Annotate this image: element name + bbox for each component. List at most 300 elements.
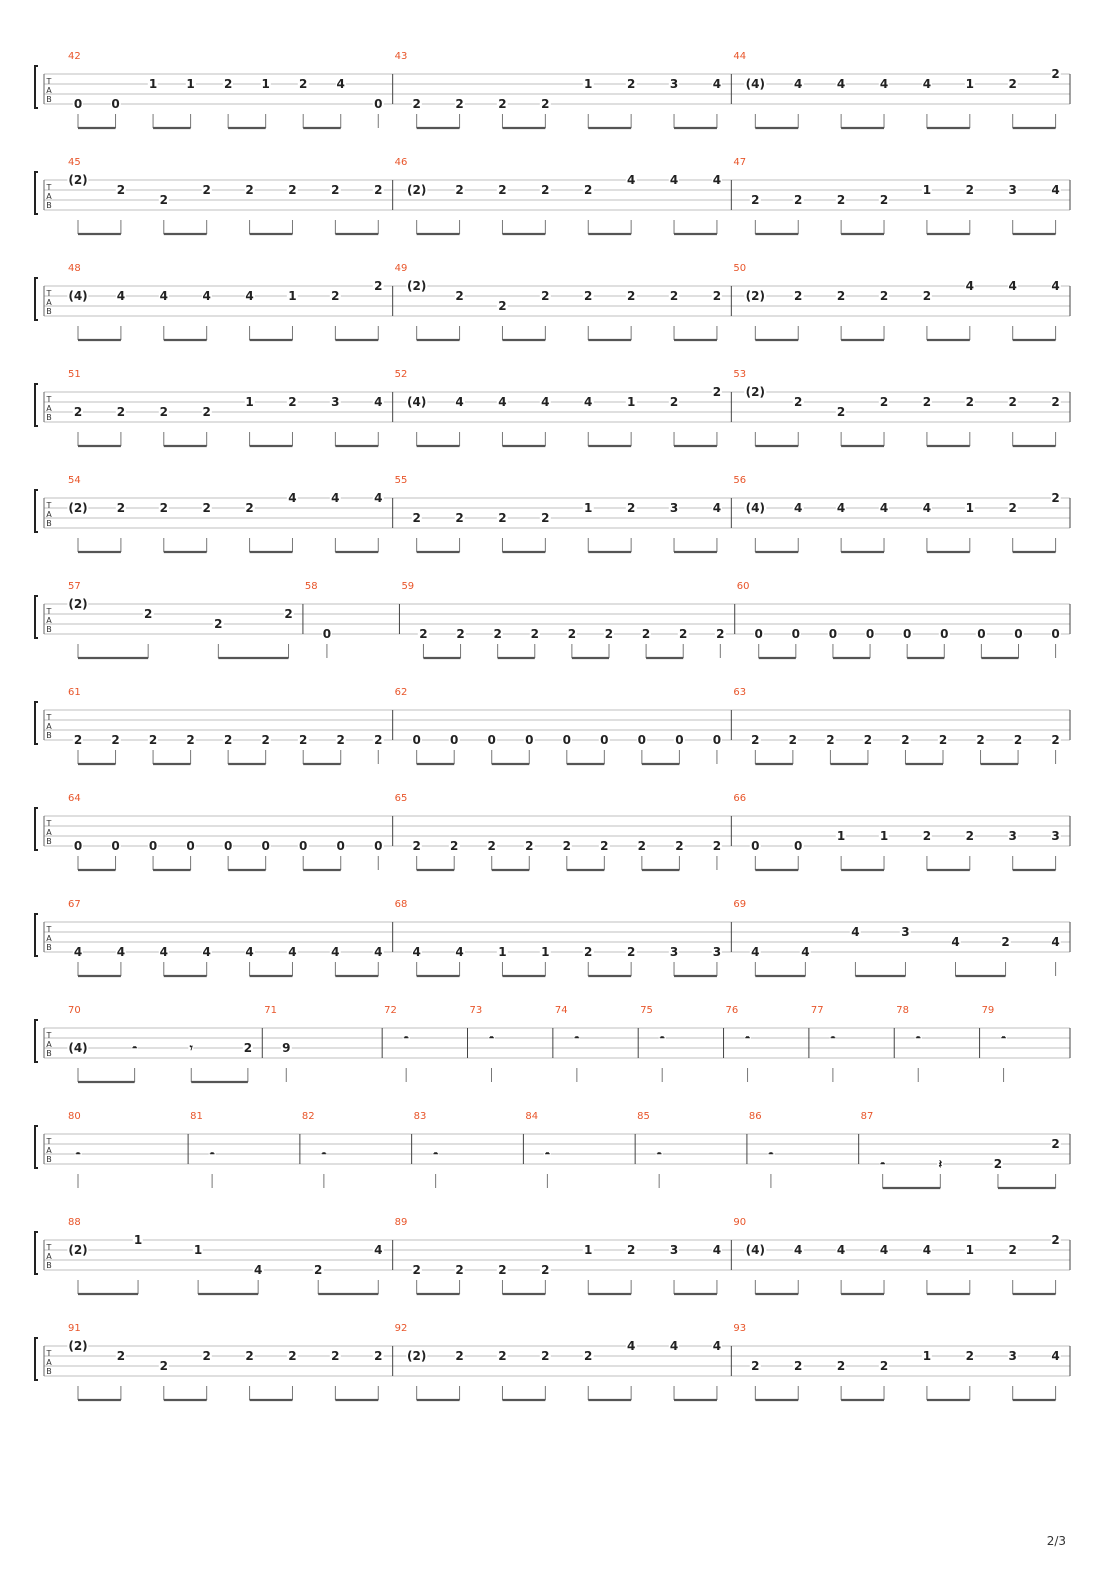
rest-symbol: 𝄼 — [659, 1031, 665, 1045]
fret-number: 1 — [965, 1243, 974, 1257]
fret-number: 2 — [836, 405, 846, 419]
tab-clef-letter: A — [46, 1146, 52, 1155]
tab-clef-letter: T — [46, 395, 52, 404]
rest-symbol: 𝄼 — [1001, 1031, 1006, 1045]
fret-number: 2 — [879, 289, 889, 303]
tab-system — [0, 582, 1110, 688]
fret-number: 2 — [374, 1349, 383, 1363]
fret-number: 3 — [1051, 829, 1060, 843]
fret-number: 4 — [159, 289, 168, 303]
fret-number: 0 — [902, 627, 912, 641]
measure-number: 59 — [401, 581, 415, 592]
tab-system — [0, 1006, 1110, 1112]
fret-number: 4 — [626, 1339, 636, 1353]
fret-number: 2 — [584, 1349, 593, 1363]
fret-number: 3 — [669, 77, 679, 91]
fret-number: 2 — [498, 1263, 507, 1277]
fret-number: 2 — [1013, 733, 1023, 747]
measure-number: 80 — [68, 1111, 81, 1122]
measure-number: 91 — [68, 1323, 81, 1334]
fret-number: (2) — [68, 597, 88, 611]
fret-number: 2 — [525, 839, 534, 853]
measure-number: 67 — [68, 899, 81, 910]
fret-number: 2 — [922, 829, 932, 843]
fret-number: 4 — [1008, 279, 1017, 293]
fret-number: 4 — [712, 77, 722, 91]
fret-number: 2 — [993, 1157, 1003, 1171]
tab-clef-letter: A — [46, 722, 52, 731]
fret-number: 2 — [965, 829, 974, 843]
fret-number: (2) — [406, 279, 427, 293]
fret-number: 2 — [669, 395, 679, 409]
measure-number: 78 — [896, 1005, 909, 1016]
fret-number: 2 — [73, 405, 83, 419]
fret-number: 0 — [374, 97, 383, 111]
rest-symbol: 𝄼 — [574, 1031, 580, 1045]
fret-number: (2) — [68, 173, 88, 187]
system-bracket — [35, 1020, 38, 1062]
measure-number: 43 — [394, 51, 408, 62]
fret-number: 4 — [712, 1243, 722, 1257]
fret-number: 2 — [626, 501, 636, 515]
tab-clef-letter: B — [46, 1155, 52, 1164]
tab-clef-letter: T — [46, 1243, 52, 1252]
fret-number: 4 — [116, 289, 126, 303]
measure-number: 50 — [733, 263, 747, 274]
measure-number: 84 — [525, 1111, 539, 1122]
tab-system — [0, 264, 1110, 370]
fret-number: 0 — [940, 627, 949, 641]
fret-number: 2 — [794, 289, 803, 303]
fret-number: 4 — [751, 945, 760, 959]
fret-number: 4 — [1051, 935, 1060, 949]
fret-number: 2 — [604, 627, 614, 641]
fret-number: 4 — [116, 945, 126, 959]
fret-number: 0 — [977, 627, 986, 641]
fret-number: 4 — [836, 77, 846, 91]
fret-number: (4) — [68, 289, 88, 303]
fret-number: 4 — [159, 945, 168, 959]
tab-clef-letter: T — [46, 713, 52, 722]
measure-number: 88 — [68, 1217, 81, 1228]
fret-number: 2 — [455, 97, 464, 111]
system-bracket — [35, 1126, 38, 1168]
tab-system — [0, 688, 1110, 794]
measure-number: 90 — [733, 1217, 747, 1228]
fret-number: 2 — [541, 1263, 550, 1277]
fret-number: 4 — [794, 77, 803, 91]
fret-number: 4 — [1051, 183, 1060, 197]
rest-symbol: 𝄼 — [209, 1147, 215, 1161]
staff-lines — [0, 794, 1110, 900]
rest-symbol: 𝄼 — [321, 1147, 327, 1161]
fret-number: 4 — [951, 935, 960, 949]
tab-clef-letter: B — [46, 1049, 52, 1058]
tab-clef-letter: B — [46, 95, 52, 104]
fret-number: 0 — [299, 839, 308, 853]
fret-number: 2 — [1051, 1233, 1060, 1247]
fret-number: 2 — [202, 405, 211, 419]
fret-number: 4 — [879, 1243, 889, 1257]
staff-lines — [0, 370, 1110, 476]
fret-number: 2 — [412, 97, 421, 111]
fret-number: 4 — [794, 501, 803, 515]
fret-number: 4 — [498, 395, 507, 409]
fret-number: 2 — [288, 395, 297, 409]
fret-number: 3 — [669, 1243, 679, 1257]
fret-number: 2 — [245, 501, 254, 515]
staff-lines — [0, 476, 1110, 582]
measure-number: 71 — [264, 1005, 277, 1016]
measure-number: 51 — [68, 369, 81, 380]
tab-clef-letter: B — [46, 519, 52, 528]
measure-number: 79 — [981, 1005, 995, 1016]
fret-number: 4 — [965, 279, 974, 293]
fret-number: 2 — [159, 1359, 168, 1373]
fret-number: 1 — [965, 501, 974, 515]
fret-number: 4 — [374, 395, 383, 409]
measure-number: 65 — [394, 793, 408, 804]
fret-number: 4 — [541, 395, 550, 409]
fret-number: 2 — [159, 193, 168, 207]
rest-symbol: 𝄽 — [938, 1157, 943, 1171]
tab-clef-letter: T — [46, 77, 52, 86]
fret-number: 0 — [111, 97, 120, 111]
fret-number: 2 — [1001, 935, 1010, 949]
fret-number: 2 — [922, 395, 932, 409]
fret-number: 2 — [901, 733, 910, 747]
rest-symbol: 𝄼 — [75, 1147, 81, 1161]
fret-number: 0 — [637, 733, 647, 747]
measure-number: 54 — [68, 475, 81, 486]
system-bracket — [35, 914, 38, 956]
tab-clef-letter: T — [46, 183, 52, 192]
tab-clef-letter: T — [46, 1031, 52, 1040]
system-bracket — [35, 1338, 38, 1380]
fret-number: 2 — [455, 183, 464, 197]
tab-system — [0, 476, 1110, 582]
fret-number: 2 — [637, 839, 647, 853]
measure-number: 77 — [810, 1005, 824, 1016]
fret-number: 4 — [331, 491, 340, 505]
fret-number: 2 — [541, 511, 550, 525]
fret-number: 0 — [865, 627, 875, 641]
fret-number: 2 — [1051, 395, 1060, 409]
fret-number: 1 — [261, 77, 270, 91]
fret-number: 4 — [412, 945, 421, 959]
fret-number: 2 — [299, 77, 308, 91]
fret-number: 2 — [879, 1359, 889, 1373]
fret-number: 2 — [455, 289, 464, 303]
fret-number: 4 — [712, 173, 722, 187]
fret-number: (4) — [406, 395, 427, 409]
fret-number: 4 — [331, 945, 340, 959]
tab-system — [0, 370, 1110, 476]
fret-number: 2 — [626, 1243, 636, 1257]
fret-number: 2 — [976, 733, 985, 747]
fret-number: 2 — [530, 627, 539, 641]
fret-number: 2 — [1051, 1137, 1060, 1151]
fret-number: 4 — [202, 945, 211, 959]
fret-number: 3 — [669, 945, 679, 959]
tab-clef-letter: A — [46, 616, 52, 625]
measure-number: 74 — [554, 1005, 568, 1016]
fret-number: 4 — [455, 395, 464, 409]
fret-number: 4 — [801, 945, 810, 959]
fret-number: 0 — [322, 627, 332, 641]
fret-number: 4 — [245, 289, 254, 303]
measure-number: 89 — [394, 1217, 408, 1228]
measure-number: 85 — [637, 1111, 650, 1122]
tab-clef-letter: A — [46, 1358, 52, 1367]
fret-number: 4 — [73, 945, 83, 959]
fret-number: 2 — [374, 733, 383, 747]
tab-clef-letter: B — [46, 625, 52, 634]
fret-number: 4 — [879, 77, 889, 91]
fret-number: 2 — [712, 289, 722, 303]
rest-symbol: 𝄼 — [656, 1147, 662, 1161]
staff-lines — [0, 52, 1110, 158]
tab-clef-letter: B — [46, 307, 52, 316]
tab-system — [0, 1112, 1110, 1218]
fret-number: 3 — [331, 395, 340, 409]
staff-lines — [0, 1112, 1110, 1218]
fret-number: 2 — [450, 839, 459, 853]
fret-number: 2 — [186, 733, 195, 747]
tab-clef-letter: T — [46, 1349, 52, 1358]
fret-number: 2 — [202, 183, 211, 197]
staff-lines — [0, 264, 1110, 370]
tab-clef-letter: A — [46, 1040, 52, 1049]
fret-number: 2 — [419, 627, 428, 641]
fret-number: 2 — [223, 733, 233, 747]
system-bracket — [35, 384, 38, 426]
measure-number: 42 — [68, 51, 81, 62]
tab-clef-letter: B — [46, 943, 52, 952]
fret-number: 0 — [525, 733, 534, 747]
staff-lines — [0, 158, 1110, 264]
fret-number: 2 — [675, 839, 684, 853]
fret-number: 4 — [374, 491, 383, 505]
fret-number: 2 — [284, 607, 293, 621]
fret-number: 2 — [938, 733, 948, 747]
fret-number: 2 — [223, 77, 233, 91]
fret-number: 2 — [245, 183, 254, 197]
fret-number: 4 — [374, 945, 383, 959]
fret-number: (2) — [745, 289, 765, 303]
fret-number: 4 — [288, 491, 297, 505]
fret-number: 9 — [282, 1041, 291, 1055]
fret-number: 2 — [148, 733, 158, 747]
fret-number: (2) — [406, 1349, 427, 1363]
rest-symbol: 𝄼 — [545, 1147, 550, 1161]
measure-number: 45 — [68, 157, 81, 168]
fret-number: 2 — [412, 839, 421, 853]
fret-number: 4 — [584, 395, 593, 409]
fret-number: 1 — [836, 829, 846, 843]
measure-number: 69 — [733, 899, 747, 910]
fret-number: 0 — [600, 733, 609, 747]
fret-number: 1 — [922, 183, 932, 197]
tab-clef-letter: A — [46, 934, 52, 943]
fret-number: 2 — [541, 1349, 550, 1363]
rest-symbol: 𝄼 — [745, 1031, 750, 1045]
fret-number: 0 — [374, 839, 383, 853]
tab-clef-letter: T — [46, 1137, 52, 1146]
fret-number: (2) — [68, 501, 88, 515]
fret-number: 2 — [863, 733, 873, 747]
tab-clef-letter: T — [46, 501, 52, 510]
fret-number: 0 — [487, 733, 496, 747]
fret-number: 2 — [794, 193, 803, 207]
fret-number: 2 — [626, 289, 636, 303]
fret-number: 1 — [584, 1243, 593, 1257]
fret-number: 2 — [541, 183, 550, 197]
fret-number: 4 — [922, 501, 932, 515]
fret-number: 4 — [712, 1339, 722, 1353]
fret-number: 2 — [712, 385, 722, 399]
fret-number: 2 — [288, 183, 297, 197]
staff-lines — [0, 1218, 1110, 1324]
fret-number: 1 — [133, 1233, 143, 1247]
fret-number: 1 — [498, 945, 507, 959]
fret-number: 0 — [791, 627, 801, 641]
tab-clef-letter: T — [46, 925, 52, 934]
tab-clef-letter: T — [46, 607, 52, 616]
tab-clef-letter: B — [46, 731, 52, 740]
fret-number: 2 — [826, 733, 835, 747]
tab-system — [0, 52, 1110, 158]
fret-number: 2 — [456, 627, 465, 641]
fret-number: 0 — [412, 733, 421, 747]
measure-number: 60 — [736, 581, 750, 592]
measure-number: 81 — [190, 1111, 203, 1122]
fret-number: 4 — [851, 925, 860, 939]
measure-number: 53 — [733, 369, 747, 380]
fret-number: 2 — [794, 395, 803, 409]
fret-number: (4) — [745, 501, 765, 515]
rest-symbol: 𝄼 — [915, 1031, 921, 1045]
rest-symbol: 𝄼 — [433, 1147, 438, 1161]
fret-number: 2 — [965, 1349, 974, 1363]
fret-number: 4 — [669, 173, 679, 187]
fret-number: 2 — [243, 1041, 253, 1055]
fret-number: 2 — [1051, 733, 1060, 747]
fret-number: 0 — [675, 733, 684, 747]
measure-number: 83 — [413, 1111, 427, 1122]
fret-number: 4 — [712, 501, 722, 515]
fret-number: 1 — [584, 77, 593, 91]
fret-number: 3 — [1008, 183, 1017, 197]
fret-number: 0 — [794, 839, 803, 853]
measure-number: 47 — [733, 157, 747, 168]
fret-number: 2 — [1051, 67, 1060, 81]
fret-number: 4 — [455, 945, 464, 959]
fret-number: 2 — [879, 395, 889, 409]
fret-number: 0 — [336, 839, 345, 853]
fret-number: 2 — [1008, 1243, 1017, 1257]
measure-number: 92 — [394, 1323, 408, 1334]
measure-number: 48 — [68, 263, 81, 274]
rest-symbol: 𝄼 — [132, 1041, 137, 1055]
fret-number: 4 — [836, 1243, 846, 1257]
fret-number: 3 — [712, 945, 722, 959]
measure-number: 57 — [68, 581, 81, 592]
fret-number: 2 — [567, 627, 577, 641]
measure-number: 66 — [733, 793, 747, 804]
fret-number: (2) — [406, 183, 427, 197]
fret-number: 0 — [73, 839, 83, 853]
fret-number: 2 — [412, 511, 421, 525]
fret-number: 2 — [562, 839, 571, 853]
fret-number: 2 — [331, 289, 340, 303]
measure-number: 62 — [394, 687, 408, 698]
fret-number: 4 — [245, 945, 254, 959]
system-bracket — [35, 172, 38, 214]
fret-number: 4 — [794, 1243, 803, 1257]
fret-number: 2 — [541, 97, 550, 111]
rest-symbol: 𝄼 — [768, 1147, 774, 1161]
system-bracket — [35, 808, 38, 850]
fret-number: 0 — [751, 839, 760, 853]
fret-number: 4 — [836, 501, 846, 515]
fret-number: (4) — [745, 1243, 765, 1257]
fret-number: 2 — [73, 733, 83, 747]
fret-number: 2 — [669, 289, 679, 303]
fret-number: 0 — [186, 839, 195, 853]
fret-number: 4 — [922, 1243, 932, 1257]
fret-number: 2 — [288, 1349, 297, 1363]
measure-number: 75 — [640, 1005, 653, 1016]
fret-number: 1 — [288, 289, 297, 303]
rest-symbol: 𝄼 — [830, 1031, 836, 1045]
tab-system — [0, 1218, 1110, 1324]
fret-number: 2 — [245, 1349, 254, 1363]
fret-number: 2 — [879, 193, 889, 207]
tab-clef-letter: B — [46, 837, 52, 846]
tab-clef-letter: B — [46, 201, 52, 210]
fret-number: 2 — [455, 1349, 464, 1363]
fret-number: 2 — [541, 289, 550, 303]
rest-symbol: 𝄼 — [880, 1157, 885, 1171]
page-number: 2/3 — [1046, 1534, 1066, 1548]
fret-number: 2 — [299, 733, 308, 747]
fret-number: 2 — [584, 183, 593, 197]
tab-clef-letter: B — [46, 1261, 52, 1270]
tab-clef-letter: A — [46, 1252, 52, 1261]
fret-number: 4 — [288, 945, 297, 959]
measure-number: 56 — [733, 475, 747, 486]
fret-number: 0 — [450, 733, 459, 747]
fret-number: 2 — [751, 1359, 760, 1373]
fret-number: 2 — [584, 289, 593, 303]
staff-lines — [0, 1006, 1110, 1112]
measure-number: 93 — [733, 1323, 747, 1334]
measure-number: 87 — [860, 1111, 874, 1122]
fret-number: 1 — [245, 395, 254, 409]
fret-number: 2 — [487, 839, 496, 853]
fret-number: 2 — [794, 1359, 803, 1373]
fret-number: 0 — [712, 733, 722, 747]
fret-number: 0 — [754, 627, 763, 641]
fret-number: 2 — [331, 183, 340, 197]
measure-number: 73 — [469, 1005, 483, 1016]
fret-number: 2 — [836, 193, 846, 207]
measure-number: 61 — [68, 687, 81, 698]
fret-number: 4 — [1051, 1349, 1060, 1363]
tab-clef-letter: T — [46, 819, 52, 828]
fret-number: 2 — [493, 627, 502, 641]
